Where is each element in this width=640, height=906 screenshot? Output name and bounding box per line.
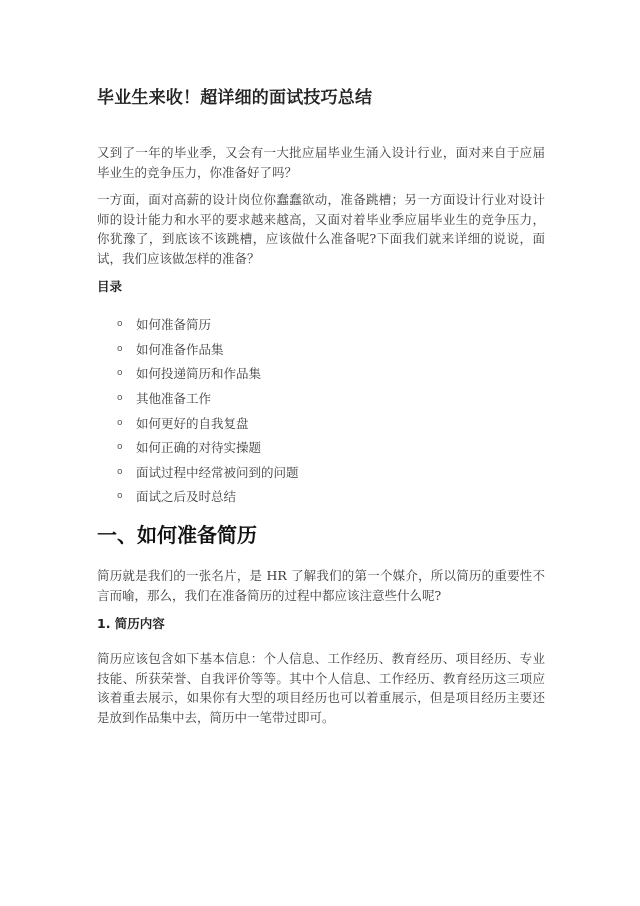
circle-bullet-icon: o <box>117 319 123 330</box>
toc-item[interactable] <box>97 361 299 386</box>
toc-item-label: 面试之后及时总结 <box>136 489 237 505</box>
subsection-paragraph: 简历应该包含如下基本信息：个人信息、工作经历、教育经历、项目经历、专业技能、所获荣誉、自我评价等等。其中个人信息、工作经历、教育经历这三项应该着重去展示，如果你有大型的项目经历也可以着重展示，但是项目经历主要还是放到作品集中去，简历中一笔带过即可。 <box>97 651 545 725</box>
toc-item[interactable] <box>97 312 299 337</box>
circle-bullet-icon: o <box>117 442 123 453</box>
toc-item[interactable] <box>97 460 299 485</box>
toc-item[interactable] <box>97 386 299 411</box>
toc-title: 目录 <box>97 279 123 294</box>
toc-item-label: 如何准备作品集 <box>136 341 224 357</box>
toc-item[interactable] <box>97 337 299 362</box>
toc-item-label: 如何投递简历和作品集 <box>136 366 262 382</box>
toc-item-label: 如何准备简历 <box>136 317 212 333</box>
circle-bullet-icon: o <box>117 417 123 428</box>
section-paragraph: 简历就是我们的一张名片，是 HR 了解我们的第一个媒介，所以简历的重要性不言而喻，那么，我们在准备简历的过程中都应该注意些什么呢? <box>97 568 545 603</box>
circle-bullet-icon: o <box>117 393 123 404</box>
circle-bullet-icon: o <box>117 343 123 354</box>
circle-bullet-icon: o <box>117 466 123 477</box>
table-of-contents <box>97 312 299 509</box>
intro-paragraph-1: 又到了一年的毕业季，又会有一大批应届毕业生涌入设计行业，面对来自于应届毕业生的竞争压力，你准备好了吗？ <box>97 145 545 180</box>
subsection-heading: 1. 简历内容 <box>97 616 165 631</box>
article-title: 毕业生来收！超详细的面试技巧总结 <box>97 88 373 108</box>
toc-item-label: 面试过程中经常被问到的问题 <box>136 464 299 480</box>
section-heading: 一、如何准备简历 <box>97 523 257 547</box>
circle-bullet-icon: o <box>117 491 123 502</box>
circle-bullet-icon: o <box>117 368 123 379</box>
intro-paragraph-2: 一方面，面对高薪的设计岗位你蠢蠢欲动，准备跳槽；另一方面设计行业对设计师的设计能力和水平的要求越来越高，又面对着毕业季应届毕业生的竞争压力，你犹豫了，到底该不该跳槽，应该做什么准备呢?下面我们就来详细的说说，面试，我们应该做怎样的准备？ <box>97 192 545 266</box>
toc-item[interactable] <box>97 410 299 435</box>
toc-item[interactable] <box>97 484 299 509</box>
toc-item-label: 其他准备工作 <box>136 391 212 407</box>
toc-item-label: 如何正确的对待实操题 <box>136 440 262 456</box>
toc-item[interactable] <box>97 435 299 460</box>
toc-item-label: 如何更好的自我复盘 <box>136 415 249 431</box>
